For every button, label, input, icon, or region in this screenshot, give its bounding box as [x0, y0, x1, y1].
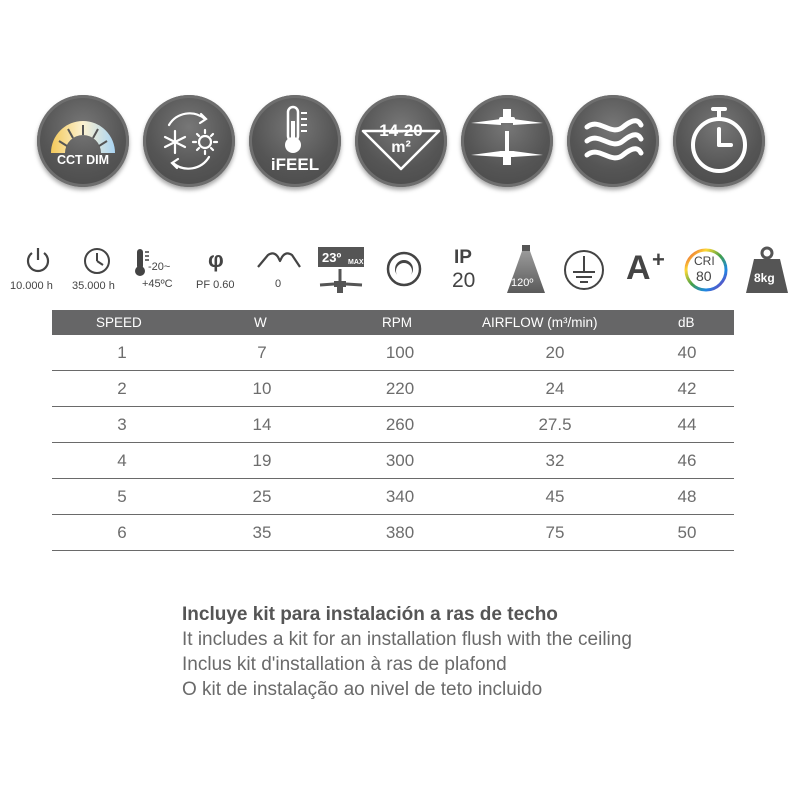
clock-icon [77, 245, 117, 277]
dial-spec [382, 245, 442, 300]
power-factor-spec [196, 245, 256, 300]
note-english: It includes a kit for an installation flush with the ceiling [182, 629, 632, 650]
table-row [52, 479, 734, 515]
area-unit-label: m² [391, 139, 411, 156]
angle-icon [254, 247, 304, 275]
cri-label: CRI [694, 254, 715, 268]
cell-speed: 2 [117, 379, 127, 398]
cell-watts: 35 [252, 523, 272, 542]
area-badge [355, 95, 447, 187]
winter-summer-badge [143, 95, 235, 187]
header-watts: W [254, 315, 267, 330]
dial-icon [384, 249, 424, 289]
cell-db: 50 [677, 523, 697, 542]
cell-speed: 5 [117, 487, 127, 506]
cell-airflow: 45 [545, 487, 565, 506]
cell-speed: 6 [117, 523, 127, 542]
power-icon [18, 245, 58, 275]
cell-watts: 19 [252, 451, 272, 470]
cell-airflow: 20 [545, 343, 565, 362]
table-row [52, 371, 734, 407]
angle-text: 0 [275, 278, 282, 290]
cell-speed: 3 [117, 415, 127, 434]
ip-label: IP [454, 247, 472, 268]
ifeel-label: iFEEL [270, 155, 320, 174]
cell-watts: 7 [257, 343, 267, 362]
cell-db: 42 [677, 379, 697, 398]
power-life-text: 10.000 h [10, 280, 53, 292]
energy-class-text: A [626, 249, 651, 287]
cell-speed: 4 [117, 451, 127, 470]
motor-life-spec [72, 245, 132, 300]
cell-db: 40 [677, 343, 697, 362]
cell-airflow: 32 [545, 451, 565, 470]
cell-watts: 10 [252, 379, 272, 398]
mount-angle-text: 23º [322, 250, 342, 265]
weight-text: 8kg [754, 271, 775, 285]
feature-badges [37, 95, 767, 190]
cct-dim-badge [37, 95, 129, 187]
earth-spec [562, 245, 622, 300]
energy-plus-text: + [652, 247, 665, 272]
cell-watts: 14 [252, 415, 272, 434]
timer-badge [673, 95, 765, 187]
phi-icon: φ [208, 247, 224, 272]
header-airflow: AIRFLOW (m³/min) [482, 315, 598, 330]
ip-value: 20 [452, 269, 476, 292]
note-portuguese: O kit de instalação ao nivel de teto incluido [182, 679, 543, 700]
header-db: dB [678, 315, 695, 330]
fan-blades-icon [461, 95, 553, 187]
blade-angle-spec [252, 245, 312, 300]
snowflake-sun-icon [143, 95, 235, 187]
note-spanish: Incluye kit para instalación a ras de techo [182, 604, 558, 625]
ip-rating-spec [448, 245, 508, 300]
note-french: Inclus kit d'installation à ras de plafond [182, 654, 507, 675]
cell-rpm: 100 [385, 343, 415, 362]
mount-angle-spec [318, 245, 378, 300]
cell-airflow: 24 [545, 379, 565, 398]
mount-max-text: MAX [348, 259, 364, 266]
cri-value: 80 [696, 268, 712, 284]
earth-ground-icon [562, 248, 606, 292]
table-header [52, 310, 734, 335]
cell-airflow: 27.5 [538, 415, 572, 434]
cell-rpm: 340 [385, 487, 415, 506]
table-row [52, 515, 734, 551]
breeze-badge [567, 95, 659, 187]
cell-db: 48 [677, 487, 697, 506]
cell-db: 46 [677, 451, 697, 470]
area-range-label: 14-20 [379, 121, 423, 140]
wave-icon [567, 95, 659, 187]
table-row [52, 335, 734, 371]
beam-angle-spec [503, 245, 563, 300]
power-life-spec [10, 245, 70, 300]
spec-icons-row [0, 245, 800, 300]
table-row [52, 407, 734, 443]
ifeel-badge [249, 95, 341, 187]
cell-rpm: 300 [385, 451, 415, 470]
cell-rpm: 220 [385, 379, 415, 398]
reversible-blades-badge [461, 95, 553, 187]
temp-high-text: +45ºC [142, 278, 173, 290]
cell-speed: 1 [117, 343, 127, 362]
header-speed: SPEED [96, 315, 142, 330]
motor-life-text: 35.000 h [72, 280, 115, 292]
energy-class-spec [622, 245, 682, 300]
header-rpm: RPM [382, 315, 412, 330]
temperature-spec [132, 245, 192, 300]
cell-rpm: 380 [385, 523, 415, 542]
pf-text: PF 0.60 [196, 279, 235, 291]
stopwatch-icon [673, 95, 765, 187]
cct-dim-label: CCT DIM [56, 153, 110, 167]
weight-spec [744, 245, 800, 300]
cell-rpm: 260 [385, 415, 415, 434]
temp-low-text: -20~ [148, 261, 171, 273]
cct-dim-icon [37, 95, 129, 187]
weight-icon [744, 245, 790, 295]
cell-db: 44 [677, 415, 697, 434]
installation-notes [182, 602, 742, 702]
speed-table [52, 310, 734, 551]
beam-text: 120º [511, 277, 534, 289]
table-row [52, 443, 734, 479]
cell-watts: 25 [252, 487, 272, 506]
cri-spec [683, 245, 743, 300]
cell-airflow: 75 [545, 523, 565, 542]
